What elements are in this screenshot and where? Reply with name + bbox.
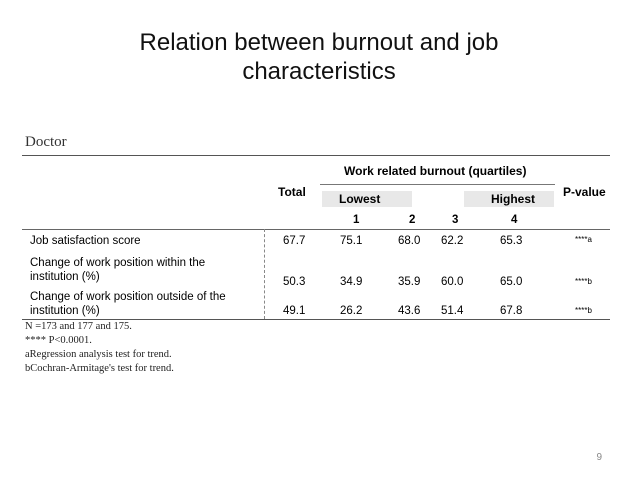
table-top-rule — [22, 155, 610, 156]
row-q4: 65.0 — [500, 276, 523, 288]
row-pvalue: ****b — [575, 306, 592, 315]
footnote: aRegression analysis test for trend. — [25, 349, 172, 360]
slide-title — [0, 28, 638, 86]
header-quartile-3: 3 — [452, 214, 459, 226]
group-underline — [320, 184, 555, 185]
header-pvalue: P-value — [563, 185, 606, 199]
row-label-line-1: Change of work position outside of the — [30, 291, 226, 303]
header-quartile-4: 4 — [511, 214, 518, 226]
table-section-label: Doctor — [25, 134, 67, 150]
row-q2: 43.6 — [398, 305, 421, 317]
row-q2: 68.0 — [398, 235, 421, 247]
footnote: N =173 and 177 and 175. — [25, 321, 132, 332]
header-burnout-group: Work related burnout (quartiles) — [344, 164, 527, 178]
slide-title-line-2: characteristics — [242, 58, 396, 85]
row-q3: 51.4 — [441, 305, 464, 317]
row-pvalue: ****a — [575, 235, 592, 244]
header-quartile-2: 2 — [409, 214, 416, 226]
row-pvalue: ****b — [575, 277, 592, 286]
table-header-rule — [22, 229, 610, 230]
row-label: Job satisfaction score — [30, 235, 141, 247]
row-label-line-1: Change of work position within the — [30, 257, 206, 269]
row-q1: 34.9 — [340, 276, 363, 288]
footnote: bCochran-Armitage's test for trend. — [25, 363, 174, 374]
row-total: 50.3 — [283, 276, 306, 288]
row-q3: 62.2 — [441, 235, 464, 247]
slide-title-line-1: Relation between burnout and job — [139, 29, 499, 56]
row-q3: 60.0 — [441, 276, 464, 288]
row-label-line-2: institution (%) — [30, 271, 100, 283]
row-q4: 65.3 — [500, 235, 523, 247]
row-q4: 67.8 — [500, 305, 523, 317]
row-total: 67.7 — [283, 235, 306, 247]
row-q2: 35.9 — [398, 276, 421, 288]
header-total: Total — [278, 185, 306, 199]
header-quartile-1: 1 — [353, 214, 360, 226]
page-number: 9 — [596, 452, 602, 463]
table-footnotes — [25, 320, 174, 376]
column-divider — [264, 229, 265, 319]
footnote: **** P<0.0001. — [25, 335, 92, 346]
row-q1: 26.2 — [340, 305, 363, 317]
header-highest: Highest — [491, 192, 536, 206]
row-q1: 75.1 — [340, 235, 363, 247]
header-lowest: Lowest — [339, 192, 381, 206]
row-total: 49.1 — [283, 305, 306, 317]
row-label-line-2: institution (%) — [30, 305, 100, 317]
